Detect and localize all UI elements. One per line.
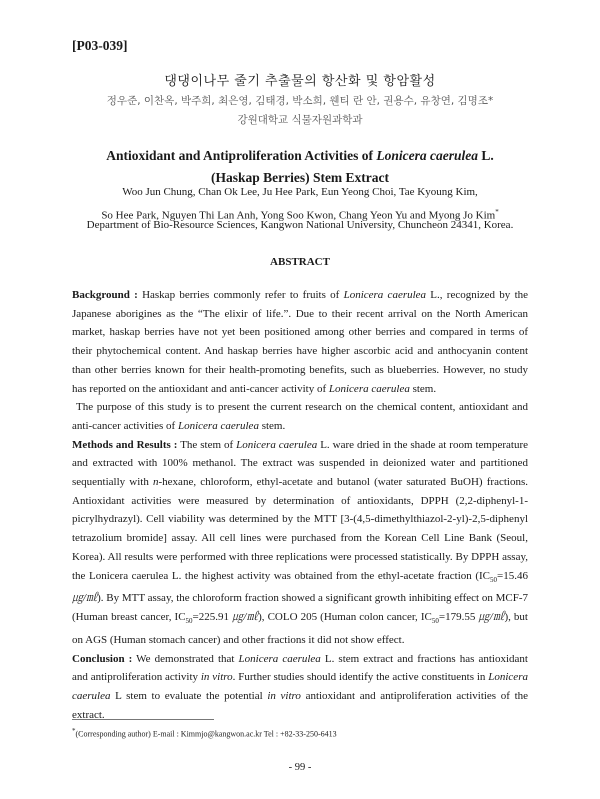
text-run: =179.55 [438, 611, 479, 624]
text-run: =15.46 [497, 569, 528, 582]
text-run: -hexane, chloroform, ethyl-acetate and butanol (water saturated BuOH) fractions. Antioxidant activities were measured by determination of antioxidants, DPPH (2,2-diphenyl-1-picrylhydrazyl). Cell viability was determined by the MTT [3-(4,5-dimethylthiazol-2-yl)-2,5-diphenyl tetrazolium bromide] assay. All cell lines were purchased from the Korean Cell Line Bank (Seoul, Korea). All results were performed with three replications were processed statistically. By DPPH assay, the Lonicera caerulea L. the highest activity was obtained from the ethyl-acetate fraction (IC [72, 476, 528, 582]
unit: ㎍/㎖ [478, 611, 505, 624]
methods-results-label: Methods and Results : [72, 438, 178, 451]
poster-code: [P03-039] [72, 38, 128, 53]
title-line1-a: Antioxidant and Antiproliferation Activities of [106, 148, 377, 163]
unit: ㎍/㎖ [232, 611, 259, 624]
purpose-paragraph [72, 398, 528, 435]
background-label: Background : [72, 289, 138, 301]
species-name: Lonicera caerulea [238, 652, 321, 665]
footnote-divider [72, 719, 214, 720]
authors-line1: Woo Jun Chung, Chan Ok Lee, Ju Hee Park, Eun Yeong Choi, Tae Kyoung Kim, [122, 186, 478, 198]
ic50-subscript: 50 [431, 617, 439, 626]
background-paragraph [72, 286, 528, 398]
unit: ㎍/㎖ [72, 592, 98, 605]
species-name: Lonicera caerulea [236, 438, 318, 451]
text-run: The purpose of this study is to present the current research on the chemical content, antioxidant and anti-cancer activities of [72, 401, 528, 432]
methods-results-paragraph [72, 436, 528, 650]
text-run: We demonstrated that [132, 652, 239, 665]
ic50-subscript: 50 [490, 575, 498, 584]
conclusion-label: Conclusion : [72, 652, 133, 665]
species-name: Lonicera caerulea [343, 289, 427, 301]
species-name: Lonicera caerulea [72, 671, 528, 703]
korean-authors: 정우준, 이찬옥, 박주희, 최은영, 김태경, 박소희, 웬티 란 안, 권용수, 유창연, 김명조* [106, 95, 494, 107]
authors-line2: So Hee Park, Nguyen Thi Lan Anh, Yong Soo Kwon, Chang Yeon Yu and Myong Jo Kim [101, 209, 496, 222]
text-run: L. ware dried in the shade at room temperature and extracted with 100% methanol. The extract was suspended in deionized water and partitioned sequentially with [72, 438, 528, 489]
text-run: . Further studies should identify the active constituents in [232, 671, 489, 684]
in-vitro: in vitro [200, 671, 233, 684]
text-run: ), but on AGS (Human stomach cancer) and other fractions it did not show effect. [72, 611, 528, 647]
page-number: - 99 - [288, 762, 312, 773]
ic50-subscript: 50 [185, 617, 193, 626]
text-run: antioxidant and antiproliferation activities of the extract. [72, 690, 529, 721]
species-name: Lonicera caerulea [328, 382, 410, 395]
korean-affiliation: 강원대학교 식물자원과학과 [237, 114, 363, 126]
text-run: L stem to evaluate the potential [110, 690, 268, 703]
abstract-heading: ABSTRACT [270, 256, 330, 268]
conclusion-paragraph [72, 650, 528, 725]
text-run: L. stem extract and fractions has antioxidant and antiproliferation activity [72, 652, 528, 684]
korean-title: 댕댕이나무 줄기 추출물의 항산화 및 항암활성 [164, 74, 436, 89]
abstract-body [72, 286, 528, 725]
text-run: ). By MTT assay, the chloroform fraction showed a significant growth inhibiting effect on MCF-7 (Human breast cancer, IC [72, 592, 528, 624]
italic-n: n [153, 476, 159, 489]
title-line2: (Haskap Berries) Stem Extract [210, 170, 390, 185]
footnote-text: (Corresponding author) E-mail : Kimmjo@kangwon.ac.kr Tel : +82-33-250-6413 [75, 729, 337, 739]
text-run: The stem of [177, 438, 237, 451]
text-run: stem. [258, 419, 286, 432]
text-run: =225.91 [192, 611, 233, 624]
in-vitro: in vitro [267, 690, 301, 703]
text-run: ), COLO 205 (Human colon cancer, IC [258, 611, 432, 624]
title-species: Lonicera caerulea [376, 148, 478, 163]
species-name: Lonicera caerulea [177, 419, 259, 432]
affiliation: Department of Bio-Resource Sciences, Kangwon National University, Chuncheon 24341, Korea. [86, 219, 514, 231]
footnote-star: * [72, 727, 76, 735]
text-run: stem. [409, 382, 437, 395]
text-run: L., recognized by the Japanese aborigines as the “The elixir of life.”. Due to their recent arrival on the North American market, haskap berries have not yet been positioned among other berries and compared in terms of their phytochemical content. And haskap berries have higher ascorbic acid and anthocyanin content than other berries known for their health-promoting benefits, such as blueberries. However, no study has reported on the antioxidant and anti-cancer activity of [72, 289, 529, 395]
footnote [72, 727, 337, 739]
text-run: Haskap berries commonly refer to fruits of [137, 289, 344, 301]
title-line1-b: L. [477, 148, 494, 163]
corresponding-star: * [495, 208, 499, 216]
